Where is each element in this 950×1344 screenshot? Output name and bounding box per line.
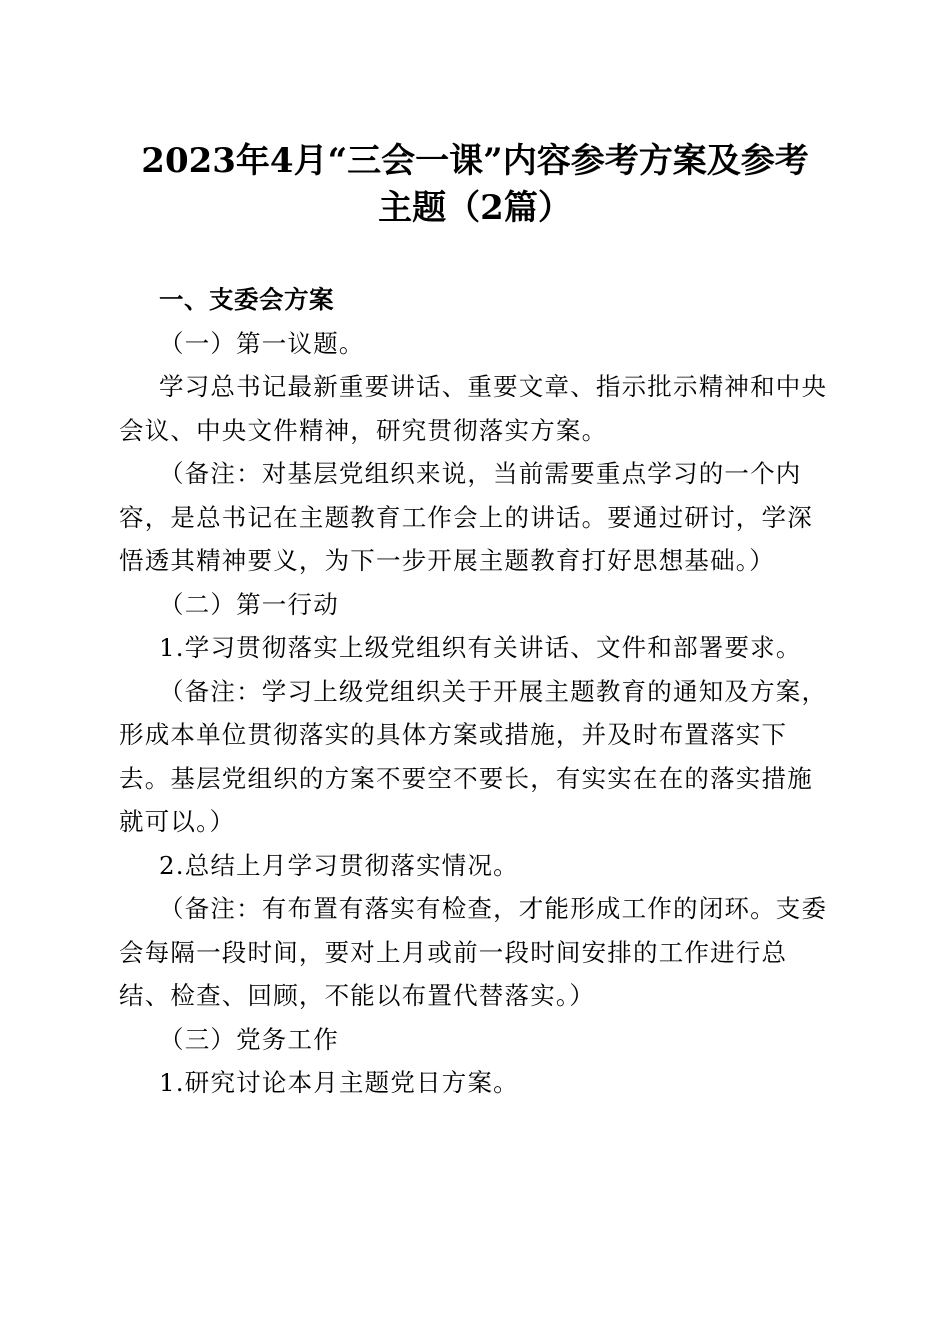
paragraph-action-point-1-note: （备注：学习上级党组织关于开展主题教育的通知及方案，形成本单位贯彻落实的具体方案或措施，并及时布置落实下去。基层党组织的方案不要空不要长，有实实在在的落实措施就可以。） [119,676,828,836]
subsection-heading-first-topic: （一）第一议题。 [159,328,365,358]
section-heading-branch-committee: 一、支委会方案 [159,285,334,314]
document-title [100,138,850,232]
paragraph-action-point-2-note: （备注：有布置有落实有检查，才能形成工作的闭环。支委会每隔一段时间，要对上月或前一段时间安排的工作进行总结、检查、回顾，不能以布置代替落实。） [119,894,828,1010]
paragraph-first-topic-body: 学习总书记最新重要讲话、重要文章、指示批示精神和中央会议、中央文件精神，研究贯彻落实方案。 [119,372,828,445]
paragraph-party-affairs-point-1: 1.研究讨论本月主题党日方案。 [159,1068,519,1097]
subsection-heading-party-affairs: （三）党务工作 [159,1024,339,1054]
document-body [119,278,837,1105]
title-line-1: 2023年4月“三会一课”内容参考方案及参考 [141,141,809,181]
paragraph-action-point-2: 2.总结上月学习贯彻落实情况。 [159,850,519,880]
subsection-heading-first-action: （二）第一行动 [159,589,339,619]
paragraph-first-topic-note: （备注：对基层党组织来说，当前需要重点学习的一个内容，是总书记在主题教育工作会上的讲话。要通过研讨，学深悟透其精神要义，为下一步开展主题教育打好思想基础。） [119,459,813,575]
paragraph-action-point-1: 1.学习贯彻落实上级党组织有关讲话、文件和部署要求。 [159,633,802,662]
title-line-2: 主题（2篇） [378,188,572,228]
